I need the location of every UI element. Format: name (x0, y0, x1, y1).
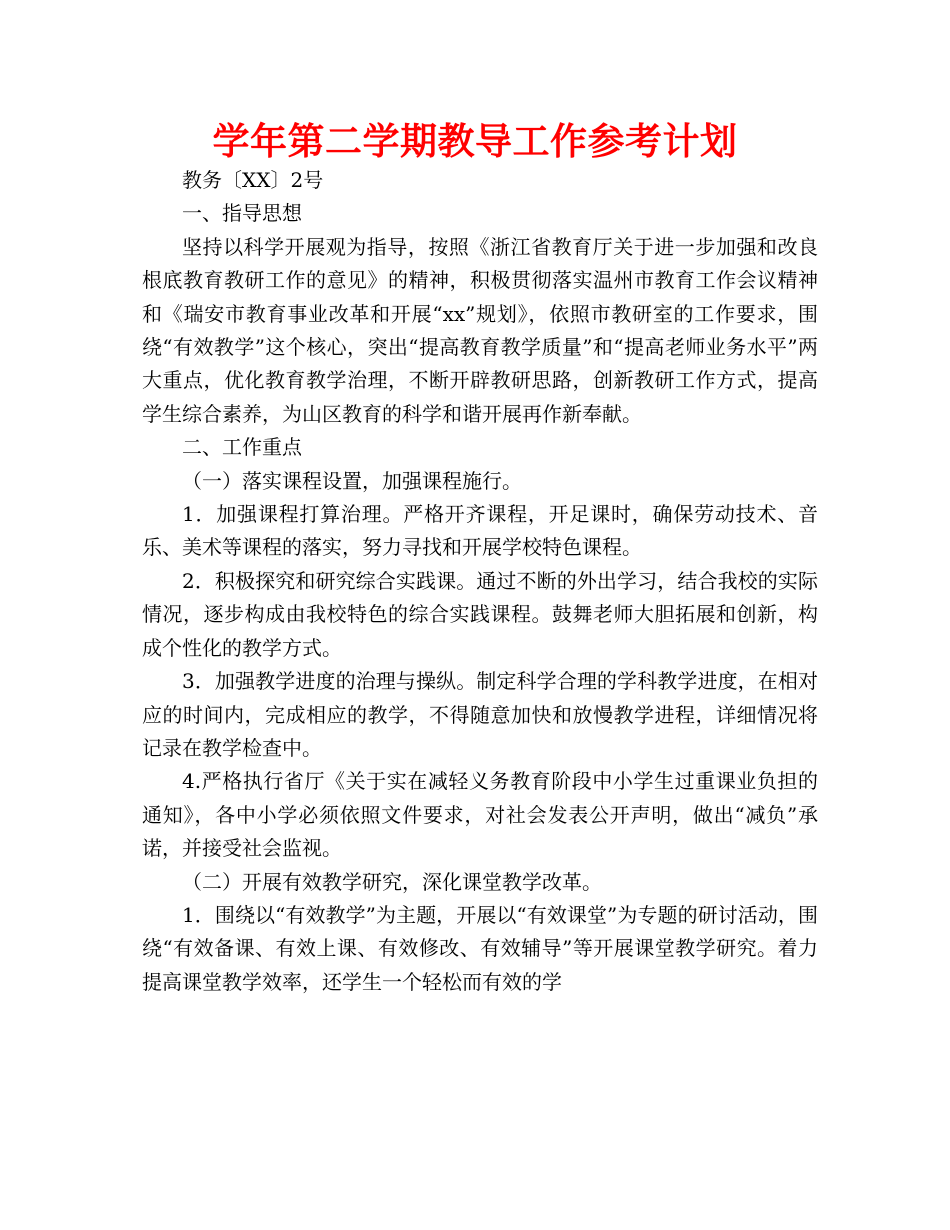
subsection-heading-effective-teaching: （二）开展有效教学研究，深化课堂教学改革。 (182, 869, 602, 894)
paragraph-guiding-thought: 坚持以科学开展观为指导，按照《浙江省教育厅关于进一步加强和改良根底教育教研工作的意见》的精神，积极贯彻落实温州市教育工作会议精神和《瑞安市教育事业改革和开展“xx”规划》，依照市教研室的工作要求，围绕“有效教学”这个核心，突出“提高教育教学质量”和“提高老师业务水平”两大重点，优化教育教学治理，不断开辟教研思路，创新教研工作方式，提高学生综合素养，为山区教育的科学和谐开展再作新奉献。 (142, 234, 818, 426)
document-title: 学年第二学期教导工作参考计划 (212, 120, 738, 163)
subsection-heading-curriculum: （一）落实课程设置，加强课程施行。 (182, 468, 522, 493)
paragraph-item-2-practice-course: 2．积极探究和研究综合实践课。通过不断的外出学习，结合我校的实际情况，逐步构成由我校特色的综合实践课程。鼓舞老师大胆拓展和创新，构成个性化的教学方式。 (142, 568, 818, 660)
section-heading-work-focus: 二、工作重点 (182, 435, 302, 460)
paragraph-item-3-teaching-progress: 3．加强教学进度的治理与操纵。制定科学合理的学科教学进度，在相对应的时间内，完成相应的教学，不得随意加快和放慢教学进程，详细情况将记录在教学检查中。 (142, 669, 818, 760)
section-heading-guiding-thought: 一、指导思想 (182, 201, 302, 226)
paragraph-item-1-curriculum-plan: 1．加强课程打算治理。严格开齐课程，开足课时，确保劳动技术、音乐、美术等课程的落实，努力寻找和开展学校特色课程。 (142, 502, 818, 560)
document-number: 教务〔XX〕2号 (182, 168, 324, 192)
paragraph-item-1-effective-teaching: 1．围绕以“有效教学”为主题，开展以“有效课堂”为专题的研讨活动，围绕“有效备课、有效上课、有效修改、有效辅导”等开展课堂教学研究。着力提高课堂教学效率，还学生一个轻松而有效的学 (142, 902, 818, 994)
paragraph-item-4-burden-reduction: 4.严格执行省厅《关于实在减轻义务教育阶段中小学生过重课业负担的通知》，各中小学必须依照文件要求，对社会发表公开声明，做出“减负”承诺，并接受社会监视。 (142, 769, 818, 861)
document-body (142, 164, 818, 999)
